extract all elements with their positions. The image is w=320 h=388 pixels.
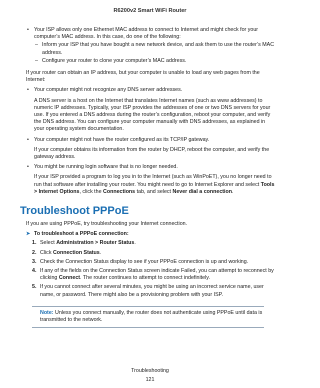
section-title: Troubleshoot PPPoE [20,205,129,218]
dns-detail: A DNS server is a host on the Internet that translates Internet names (such as www addresses) to numeric IP addresses. Typically, your ISP provides the addresses of one or two DNS servers for your use. If you entered a DNS address during the router’s configuration, reboot your computer, and verify the DNS address. You can configure your computer manually with DNS addresses, as explained in your operating system documentation. [34,97,271,133]
step-5: 5. If you cannot connect after several minutes, you might be using an incorrect service name, user name, or password. There might also be a provisioning problem with your ISP. [32,284,264,298]
bullet-gateway: • Your computer might not have the router configured as its TCP/IP gateway. [26,137,276,144]
bullet-dns: • Your computer might not recognize any DNS server addresses. [26,87,276,94]
connections-tab-name: Connections [103,188,136,195]
section-intro: If you are using PPPoE, try troubleshooting your Internet connection. [26,221,188,228]
connection-status-button-name: Connection Status [52,249,100,256]
step-4: 4. If any of the fields on the Connection Status screen indicate Failed, you can attempt to reconnect by clicking Connect. The router continues to attempt to connect indefinitely. [32,268,274,282]
footer-chapter: Troubleshooting [131,368,169,374]
connect-button-name: Connect [58,275,81,282]
note-label: Note: [40,309,54,316]
sub-bullet-inform-isp: – Inform your ISP that you have bought a new network device, and ask them to use the router’s MAC address. [26,42,276,56]
tools-menu-path: Tools > Internet Options [34,181,275,195]
note-box [32,306,264,328]
page-content [20,24,276,328]
bullet-login-software: • You might be running login software that is no longer needed. [26,164,276,171]
step-1: 1. Select Administration > Router Status. [32,240,136,247]
never-dial-option: Never dial a connection [172,188,232,195]
procedure-title: ➤ To troubleshoot a PPPoE connection: [26,231,276,238]
gateway-detail: If your computer obtains its information from the router by DHCP, reboot the computer, and verify the gateway address. [34,146,270,161]
step-3: 3. Check the Connection Status display to see if your PPPoE connection is up and working. [32,258,249,265]
login-software-detail: If your ISP provided a program to log you in to the Internet (such as WinPoET), you no longer need to run that software after installing your router. You might need to go to Internet Explorer and select Tools > Internet Options, click the Connections tab, and select Never dial a connection. [34,174,275,195]
running-header: R6200v2 Smart WiFi Router [113,8,187,14]
step-2: 2. Click Connection Status. [32,249,102,256]
sub-bullet-clone-mac: – Configure your router to clone your computer’s MAC address. [26,58,276,65]
router-status-menu-path: Administration > Router Status [56,240,135,247]
bullet-isp-mac: • Your ISP allows only one Ethernet MAC address to connect to Internet and might check for your computer’s MAC address. In this case, do one of the following: [26,27,276,41]
note-text: Unless you connect manually, the router does not authenticate using PPPoE until data is transmitted to the network. [40,309,263,324]
page-number: 121 [145,377,155,383]
paragraph-no-web-pages: If your router can obtain an IP address, but your computer is unable to load any web pages from the Internet: [26,70,260,84]
